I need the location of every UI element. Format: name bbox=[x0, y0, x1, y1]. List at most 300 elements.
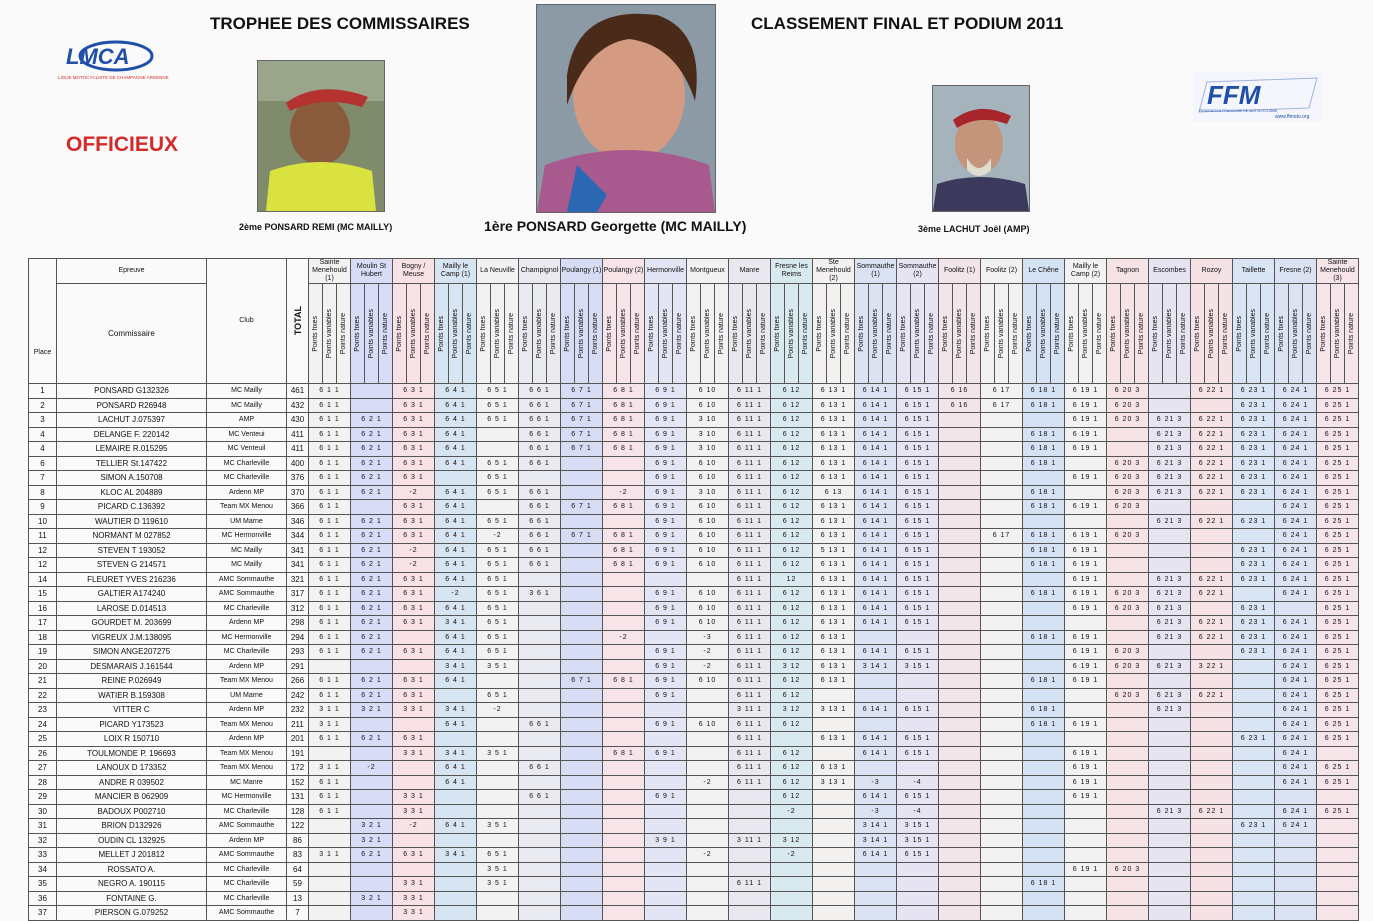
points-cell bbox=[1065, 891, 1107, 906]
points-cell: 6 25 1 bbox=[1317, 500, 1359, 515]
points-cell: 6 15 1 bbox=[897, 384, 939, 399]
points-cell bbox=[687, 761, 729, 776]
club-cell: AMC Sommauthe bbox=[207, 848, 287, 863]
points-cell bbox=[855, 906, 897, 921]
place-cell: 32 bbox=[29, 833, 57, 848]
points-cell: 6 2 1 bbox=[351, 413, 393, 428]
points-cell bbox=[1107, 732, 1149, 747]
points-cell bbox=[477, 427, 519, 442]
points-cell bbox=[1233, 804, 1275, 819]
points-cell bbox=[1107, 514, 1149, 529]
points-cell bbox=[939, 761, 981, 776]
points-cell: 6 12 bbox=[771, 558, 813, 573]
points-cell: 3 4 1 bbox=[435, 703, 477, 718]
table-row bbox=[29, 630, 1359, 645]
points-cell bbox=[981, 674, 1023, 689]
points-cell bbox=[351, 804, 393, 819]
points-cell bbox=[561, 471, 603, 486]
points-cell bbox=[687, 862, 729, 877]
points-cell: 6 14 1 bbox=[855, 848, 897, 863]
points-cell: 6 12 bbox=[771, 688, 813, 703]
table-row bbox=[29, 906, 1359, 921]
points-subheader: Points fixes bbox=[939, 284, 953, 384]
points-cell bbox=[1149, 543, 1191, 558]
total-cell: 294 bbox=[287, 630, 309, 645]
points-cell bbox=[729, 862, 771, 877]
points-cell bbox=[981, 572, 1023, 587]
total-cell: 7 bbox=[287, 906, 309, 921]
points-cell: 6 4 1 bbox=[435, 572, 477, 587]
points-cell: 6 11 1 bbox=[729, 384, 771, 399]
points-cell bbox=[645, 804, 687, 819]
points-cell bbox=[1233, 833, 1275, 848]
points-cell: 6 1 1 bbox=[309, 500, 351, 515]
points-cell: 6 13 1 bbox=[813, 674, 855, 689]
points-cell bbox=[687, 891, 729, 906]
points-cell: 6 21 3 bbox=[1149, 587, 1191, 602]
points-cell: 6 1 1 bbox=[309, 485, 351, 500]
points-cell: 6 12 bbox=[771, 543, 813, 558]
place-cell: 12 bbox=[29, 558, 57, 573]
points-cell bbox=[1191, 891, 1233, 906]
event-header: Poulangy (2) bbox=[603, 259, 645, 284]
points-cell bbox=[981, 442, 1023, 457]
points-subheader: Points fixes bbox=[1275, 284, 1289, 384]
points-cell bbox=[519, 703, 561, 718]
points-cell: 6 23 1 bbox=[1233, 732, 1275, 747]
points-cell: 6 20 3 bbox=[1107, 413, 1149, 428]
points-cell: 3 11 1 bbox=[729, 703, 771, 718]
points-cell bbox=[561, 804, 603, 819]
points-cell bbox=[1065, 804, 1107, 819]
points-subheader: Points nature bbox=[505, 284, 519, 384]
points-cell: 6 13 1 bbox=[813, 659, 855, 674]
points-cell bbox=[561, 659, 603, 674]
points-cell: 3 6 1 bbox=[519, 587, 561, 602]
total-cell: 312 bbox=[287, 601, 309, 616]
points-cell: 6 15 1 bbox=[897, 456, 939, 471]
points-cell bbox=[981, 877, 1023, 892]
place-cell: 33 bbox=[29, 848, 57, 863]
points-cell: 6 19 1 bbox=[1065, 674, 1107, 689]
points-cell: 6 3 1 bbox=[393, 471, 435, 486]
points-cell: 6 24 1 bbox=[1275, 659, 1317, 674]
points-cell bbox=[1023, 891, 1065, 906]
points-cell: 6 18 1 bbox=[1023, 674, 1065, 689]
place-cell: 24 bbox=[29, 717, 57, 732]
points-cell bbox=[477, 500, 519, 515]
points-cell bbox=[393, 659, 435, 674]
points-cell bbox=[477, 906, 519, 921]
points-cell bbox=[1191, 848, 1233, 863]
points-cell bbox=[687, 703, 729, 718]
table-row bbox=[29, 500, 1359, 515]
points-cell: 6 24 1 bbox=[1275, 413, 1317, 428]
points-cell bbox=[771, 732, 813, 747]
points-cell: 6 11 1 bbox=[729, 877, 771, 892]
points-cell: 6 14 1 bbox=[855, 442, 897, 457]
points-cell: 6 19 1 bbox=[1065, 500, 1107, 515]
points-cell: 6 1 1 bbox=[309, 630, 351, 645]
table-row bbox=[29, 703, 1359, 718]
points-cell bbox=[1317, 833, 1359, 848]
points-cell: -2 bbox=[393, 485, 435, 500]
points-cell bbox=[1191, 500, 1233, 515]
points-cell: 6 5 1 bbox=[477, 471, 519, 486]
points-cell bbox=[1023, 746, 1065, 761]
points-cell: 6 15 1 bbox=[897, 543, 939, 558]
commissaire-cell: LOIX R 150710 bbox=[57, 732, 207, 747]
points-cell: 6 14 1 bbox=[855, 384, 897, 399]
points-cell: 6 25 1 bbox=[1317, 674, 1359, 689]
points-cell: 3 12 bbox=[771, 659, 813, 674]
points-cell: 6 25 1 bbox=[1317, 587, 1359, 602]
points-cell: 6 6 1 bbox=[519, 413, 561, 428]
table-row bbox=[29, 427, 1359, 442]
points-cell: 6 22 1 bbox=[1191, 456, 1233, 471]
points-cell: 6 13 1 bbox=[813, 413, 855, 428]
points-cell bbox=[813, 804, 855, 819]
points-cell: 6 15 1 bbox=[897, 442, 939, 457]
points-cell bbox=[309, 833, 351, 848]
points-cell: 6 19 1 bbox=[1065, 384, 1107, 399]
table-row bbox=[29, 659, 1359, 674]
points-cell: 6 3 1 bbox=[393, 688, 435, 703]
points-cell bbox=[519, 601, 561, 616]
points-cell bbox=[435, 790, 477, 805]
total-cell: 346 bbox=[287, 514, 309, 529]
points-cell bbox=[561, 630, 603, 645]
points-cell: 6 13 1 bbox=[813, 384, 855, 399]
points-cell: 6 15 1 bbox=[897, 848, 939, 863]
points-cell: 6 13 1 bbox=[813, 500, 855, 515]
points-cell: 6 3 1 bbox=[393, 572, 435, 587]
points-cell: 6 9 1 bbox=[645, 543, 687, 558]
points-cell bbox=[351, 790, 393, 805]
points-cell: 6 8 1 bbox=[603, 529, 645, 544]
event-header: Mailly le Camp (2) bbox=[1065, 259, 1107, 284]
commissaire-cell: VIGREUX J.M.138095 bbox=[57, 630, 207, 645]
club-cell: MC Charleville bbox=[207, 645, 287, 660]
points-cell bbox=[561, 514, 603, 529]
points-cell: 6 25 1 bbox=[1317, 471, 1359, 486]
points-cell bbox=[729, 804, 771, 819]
points-cell bbox=[1275, 790, 1317, 805]
points-cell: 6 3 1 bbox=[393, 413, 435, 428]
commissaire-cell: ANDRE R 039502 bbox=[57, 775, 207, 790]
points-cell: 6 11 1 bbox=[729, 601, 771, 616]
points-cell: 6 10 bbox=[687, 587, 729, 602]
points-cell: 6 9 1 bbox=[645, 746, 687, 761]
points-cell bbox=[939, 456, 981, 471]
points-cell bbox=[855, 891, 897, 906]
points-subheader: Points nature bbox=[1135, 284, 1149, 384]
points-cell: 6 9 1 bbox=[645, 514, 687, 529]
points-cell bbox=[897, 877, 939, 892]
points-cell: 5 13 1 bbox=[813, 543, 855, 558]
points-cell: 6 3 1 bbox=[393, 674, 435, 689]
points-cell bbox=[603, 790, 645, 805]
points-cell: 6 9 1 bbox=[645, 616, 687, 631]
points-cell bbox=[939, 543, 981, 558]
points-cell bbox=[561, 891, 603, 906]
points-cell: 6 21 3 bbox=[1149, 601, 1191, 616]
points-cell: 6 3 1 bbox=[393, 384, 435, 399]
points-cell: 6 1 1 bbox=[309, 529, 351, 544]
points-cell bbox=[1107, 790, 1149, 805]
points-cell bbox=[561, 848, 603, 863]
points-cell: 6 20 3 bbox=[1107, 587, 1149, 602]
points-cell bbox=[351, 746, 393, 761]
points-cell: 6 9 1 bbox=[645, 471, 687, 486]
table-row bbox=[29, 862, 1359, 877]
points-cell bbox=[981, 413, 1023, 428]
caption-first-place: 1ère PONSARD Georgette (MC MAILLY) bbox=[484, 218, 747, 234]
photo-first-place bbox=[536, 4, 716, 213]
points-cell bbox=[561, 645, 603, 660]
table-row bbox=[29, 877, 1359, 892]
total-cell: 232 bbox=[287, 703, 309, 718]
points-cell: 6 19 1 bbox=[1065, 572, 1107, 587]
points-subheader: Points fixes bbox=[897, 284, 911, 384]
points-cell: -3 bbox=[855, 775, 897, 790]
points-subheader: Points nature bbox=[547, 284, 561, 384]
points-cell bbox=[519, 746, 561, 761]
points-subheader: Points variables bbox=[1205, 284, 1219, 384]
points-cell: 6 18 1 bbox=[1023, 500, 1065, 515]
points-cell: 6 13 1 bbox=[813, 761, 855, 776]
points-cell: 3 14 1 bbox=[855, 819, 897, 834]
points-cell: 6 5 1 bbox=[477, 630, 519, 645]
points-cell: 12 bbox=[771, 572, 813, 587]
points-cell: 6 12 bbox=[771, 514, 813, 529]
points-cell: 6 9 1 bbox=[645, 442, 687, 457]
points-cell: 6 11 1 bbox=[729, 630, 771, 645]
points-subheader: Points nature bbox=[883, 284, 897, 384]
points-cell: 3 3 1 bbox=[393, 790, 435, 805]
commissaire-cell: TOULMONDE P. 196693 bbox=[57, 746, 207, 761]
points-cell bbox=[981, 746, 1023, 761]
points-cell bbox=[729, 891, 771, 906]
points-cell: 6 25 1 bbox=[1317, 485, 1359, 500]
points-cell bbox=[519, 848, 561, 863]
points-cell: 6 2 1 bbox=[351, 587, 393, 602]
points-cell bbox=[939, 630, 981, 645]
total-cell: 211 bbox=[287, 717, 309, 732]
points-cell bbox=[981, 543, 1023, 558]
points-cell bbox=[939, 674, 981, 689]
commissaire-cell: PONSARD G132326 bbox=[57, 384, 207, 399]
table-row bbox=[29, 645, 1359, 660]
place-cell: 17 bbox=[29, 616, 57, 631]
points-cell: 6 3 1 bbox=[393, 645, 435, 660]
points-cell bbox=[1149, 862, 1191, 877]
points-cell bbox=[939, 688, 981, 703]
points-cell bbox=[519, 688, 561, 703]
points-cell: 6 20 3 bbox=[1107, 398, 1149, 413]
points-cell: 6 23 1 bbox=[1233, 413, 1275, 428]
points-cell: 6 24 1 bbox=[1275, 717, 1317, 732]
points-cell: -4 bbox=[897, 775, 939, 790]
points-cell bbox=[897, 717, 939, 732]
points-cell bbox=[435, 688, 477, 703]
place-cell: 15 bbox=[29, 587, 57, 602]
points-cell: 6 8 1 bbox=[603, 674, 645, 689]
points-cell: 6 9 1 bbox=[645, 413, 687, 428]
points-cell bbox=[729, 906, 771, 921]
points-cell bbox=[981, 717, 1023, 732]
points-cell: 6 6 1 bbox=[519, 442, 561, 457]
points-cell: 3 15 1 bbox=[897, 833, 939, 848]
club-cell: MC Charleville bbox=[207, 877, 287, 892]
points-cell bbox=[1149, 717, 1191, 732]
points-cell: 6 17 bbox=[981, 529, 1023, 544]
points-cell: 6 3 1 bbox=[393, 848, 435, 863]
points-cell bbox=[477, 761, 519, 776]
points-cell bbox=[1065, 732, 1107, 747]
commissaire-cell: DESMARAIS J.161544 bbox=[57, 659, 207, 674]
points-cell bbox=[981, 833, 1023, 848]
points-cell: 6 22 1 bbox=[1191, 485, 1233, 500]
points-subheader: Points fixes bbox=[393, 284, 407, 384]
points-cell: 6 5 1 bbox=[477, 645, 519, 660]
club-cell: MC Charleville bbox=[207, 601, 287, 616]
points-cell bbox=[939, 645, 981, 660]
event-header: Hermonville bbox=[645, 259, 687, 284]
points-cell bbox=[561, 456, 603, 471]
points-cell: 6 13 1 bbox=[813, 514, 855, 529]
points-cell bbox=[1191, 601, 1233, 616]
total-cell: 321 bbox=[287, 572, 309, 587]
points-cell: 6 8 1 bbox=[603, 442, 645, 457]
event-header: Sommauthe (1) bbox=[855, 259, 897, 284]
points-subheader: Points fixes bbox=[351, 284, 365, 384]
points-cell bbox=[561, 775, 603, 790]
points-cell: 6 22 1 bbox=[1191, 572, 1233, 587]
points-cell: 6 25 1 bbox=[1317, 601, 1359, 616]
points-cell: 6 19 1 bbox=[1065, 630, 1107, 645]
points-cell: 6 1 1 bbox=[309, 587, 351, 602]
points-cell: 6 23 1 bbox=[1233, 601, 1275, 616]
points-subheader: Points variables bbox=[869, 284, 883, 384]
commissaire-header: Commissaire bbox=[57, 284, 207, 384]
points-cell: 6 9 1 bbox=[645, 456, 687, 471]
points-cell bbox=[1317, 891, 1359, 906]
total-cell: 430 bbox=[287, 413, 309, 428]
points-cell: 3 15 1 bbox=[897, 659, 939, 674]
points-cell: 6 24 1 bbox=[1275, 674, 1317, 689]
points-cell: 6 12 bbox=[771, 471, 813, 486]
points-cell: 3 1 1 bbox=[309, 717, 351, 732]
points-cell: 6 21 3 bbox=[1149, 688, 1191, 703]
points-cell: 6 15 1 bbox=[897, 471, 939, 486]
points-subheader: Points variables bbox=[491, 284, 505, 384]
points-cell bbox=[561, 485, 603, 500]
points-cell: 6 25 1 bbox=[1317, 688, 1359, 703]
points-cell bbox=[1149, 398, 1191, 413]
points-cell: 6 21 3 bbox=[1149, 572, 1191, 587]
points-cell bbox=[939, 833, 981, 848]
points-cell: 6 15 1 bbox=[897, 601, 939, 616]
points-subheader: Points fixes bbox=[771, 284, 785, 384]
points-cell: 3 5 1 bbox=[477, 877, 519, 892]
points-cell: -2 bbox=[477, 703, 519, 718]
points-cell: 6 9 1 bbox=[645, 717, 687, 732]
points-cell: 6 24 1 bbox=[1275, 746, 1317, 761]
points-cell bbox=[1191, 790, 1233, 805]
points-cell: 6 18 1 bbox=[1023, 703, 1065, 718]
commissaire-cell: LAROSE D.014513 bbox=[57, 601, 207, 616]
table-row bbox=[29, 891, 1359, 906]
table-row bbox=[29, 398, 1359, 413]
points-cell: 6 9 1 bbox=[645, 674, 687, 689]
points-cell: 6 15 1 bbox=[897, 427, 939, 442]
points-cell bbox=[813, 819, 855, 834]
event-header: Poulangy (1) bbox=[561, 259, 603, 284]
points-cell: 6 6 1 bbox=[519, 761, 561, 776]
points-cell: 6 20 3 bbox=[1107, 500, 1149, 515]
commissaire-cell: STEVEN G 214571 bbox=[57, 558, 207, 573]
place-cell: 21 bbox=[29, 674, 57, 689]
place-cell: 26 bbox=[29, 746, 57, 761]
points-cell bbox=[1107, 427, 1149, 442]
ranking-table bbox=[28, 258, 1359, 921]
points-cell bbox=[855, 862, 897, 877]
points-subheader: Points variables bbox=[365, 284, 379, 384]
points-cell bbox=[561, 746, 603, 761]
points-cell bbox=[813, 891, 855, 906]
points-cell: 6 3 1 bbox=[393, 616, 435, 631]
points-subheader: Points nature bbox=[967, 284, 981, 384]
points-cell: 6 14 1 bbox=[855, 587, 897, 602]
points-cell bbox=[1149, 732, 1191, 747]
club-cell: Ardenn MP bbox=[207, 732, 287, 747]
table-row bbox=[29, 819, 1359, 834]
table-row bbox=[29, 543, 1359, 558]
points-cell bbox=[603, 761, 645, 776]
commissaire-cell: GOURDET M. 203699 bbox=[57, 616, 207, 631]
points-cell bbox=[1233, 848, 1275, 863]
points-cell: 6 25 1 bbox=[1317, 442, 1359, 457]
points-cell: 6 22 1 bbox=[1191, 471, 1233, 486]
points-cell: -2 bbox=[393, 819, 435, 834]
points-cell bbox=[1107, 442, 1149, 457]
ffm-logo-sub: FEDERATION FRANCAISE DE MOTOCYCLISME bbox=[1199, 109, 1278, 113]
points-cell bbox=[687, 819, 729, 834]
points-cell: 6 18 1 bbox=[1023, 587, 1065, 602]
points-cell bbox=[897, 674, 939, 689]
points-cell: 6 15 1 bbox=[897, 746, 939, 761]
points-cell: 6 19 1 bbox=[1065, 471, 1107, 486]
points-cell: 3 1 1 bbox=[309, 761, 351, 776]
place-cell: 1 bbox=[29, 384, 57, 399]
points-subheader: Points variables bbox=[995, 284, 1009, 384]
points-cell: 6 9 1 bbox=[645, 558, 687, 573]
points-cell: 6 25 1 bbox=[1317, 514, 1359, 529]
points-cell: -2 bbox=[687, 775, 729, 790]
points-cell bbox=[1191, 775, 1233, 790]
points-cell: 6 2 1 bbox=[351, 427, 393, 442]
points-cell bbox=[1065, 456, 1107, 471]
place-cell: 11 bbox=[29, 529, 57, 544]
points-cell: 6 20 3 bbox=[1107, 645, 1149, 660]
table-row bbox=[29, 732, 1359, 747]
points-cell: 6 13 1 bbox=[813, 587, 855, 602]
commissaire-cell: LANOUX D 173352 bbox=[57, 761, 207, 776]
points-cell: 6 12 bbox=[771, 485, 813, 500]
points-cell bbox=[1107, 717, 1149, 732]
event-header: Mailly le Camp (1) bbox=[435, 259, 477, 284]
